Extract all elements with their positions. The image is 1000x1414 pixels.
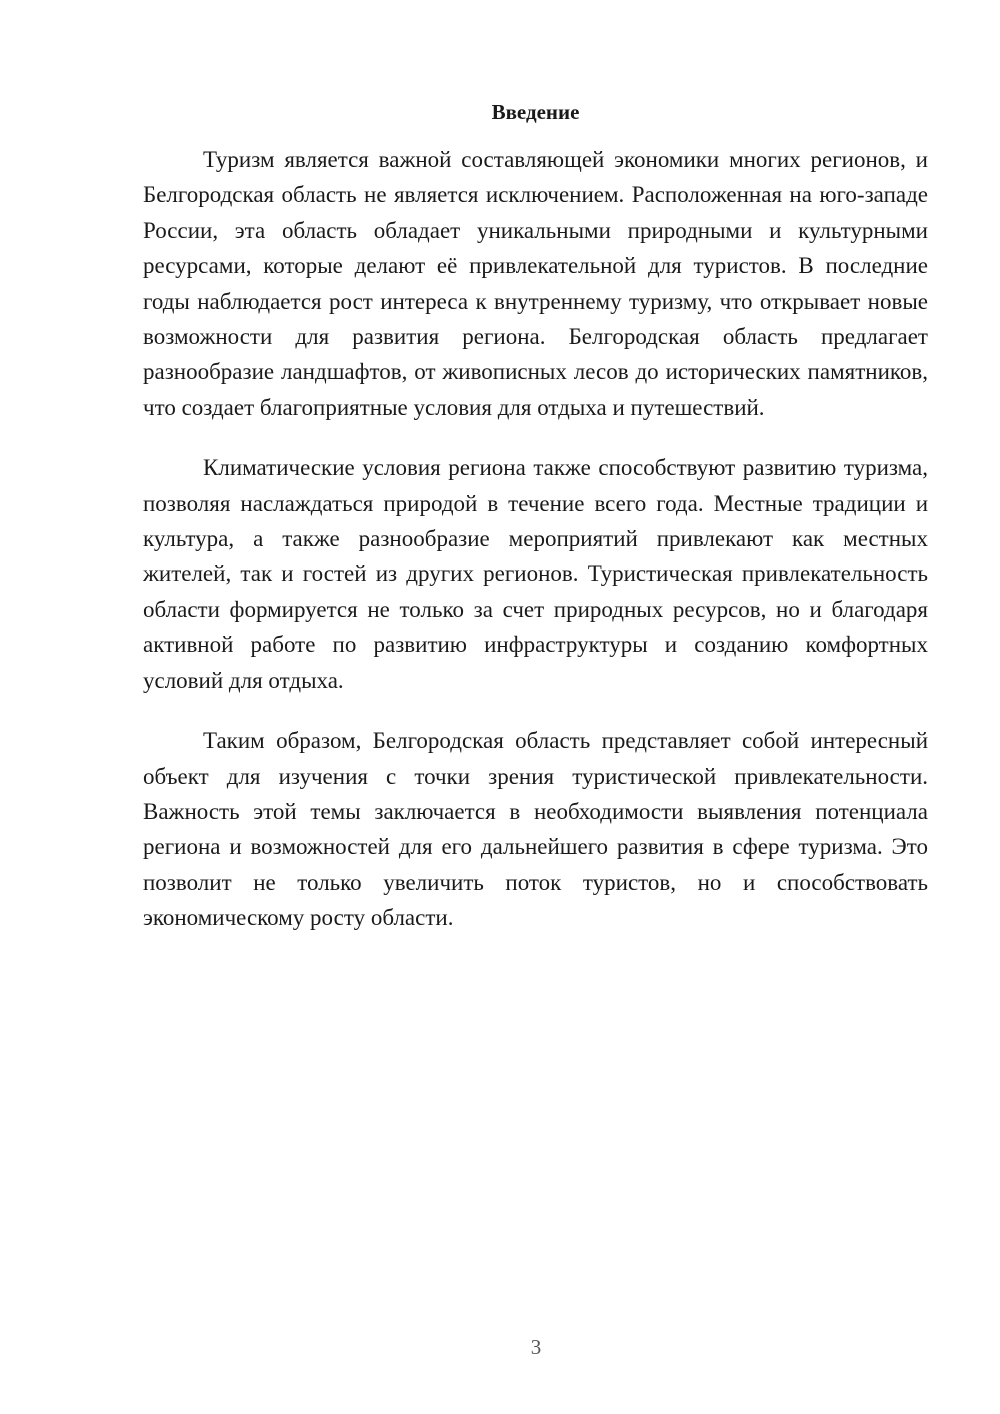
page-number: 3 [530,1335,542,1359]
paragraph-2: Климатические условия региона также способствуют развитию туризма, позволяя наслаждаться природой в течение всего года. Местные традиции и культура, а также разнообразие мероприятий привлекают как местных жителей, так и гостей из других регионов. Туристическая привлекательность области формируется не только за счет природных ресурсов, но и благодаря активной работе по развитию инфраструктуры и созданию комфортных условий для отдыха. [143,455,928,693]
document-body [143,142,928,961]
paragraph-1: Туризм является важной составляющей экономики многих регионов, и Белгородская область не является исключением. Расположенная на юго-западе России, эта область обладает уникальными природными и культурными ресурсами, которые делают её привлекательной для туристов. В последние годы наблюдается рост интереса к внутреннему туризму, что открывает новые возможности для развития региона. Белгородская область предлагает разнообразие ландшафтов, от живописных лесов до исторических памятников, что создает благоприятные условия для отдыха и путешествий. [143,147,928,420]
paragraph-3: Таким образом, Белгородская область представляет собой интересный объект для изучения с точки зрения туристической привлекательности. Важность этой темы заключается в необходимости выявления потенциала региона и возможностей для его дальнейшего развития в сфере туризма. Это позволит не только увеличить поток туристов, но и способствовать экономическому росту области. [143,728,928,931]
section-heading: Введение [491,100,580,124]
